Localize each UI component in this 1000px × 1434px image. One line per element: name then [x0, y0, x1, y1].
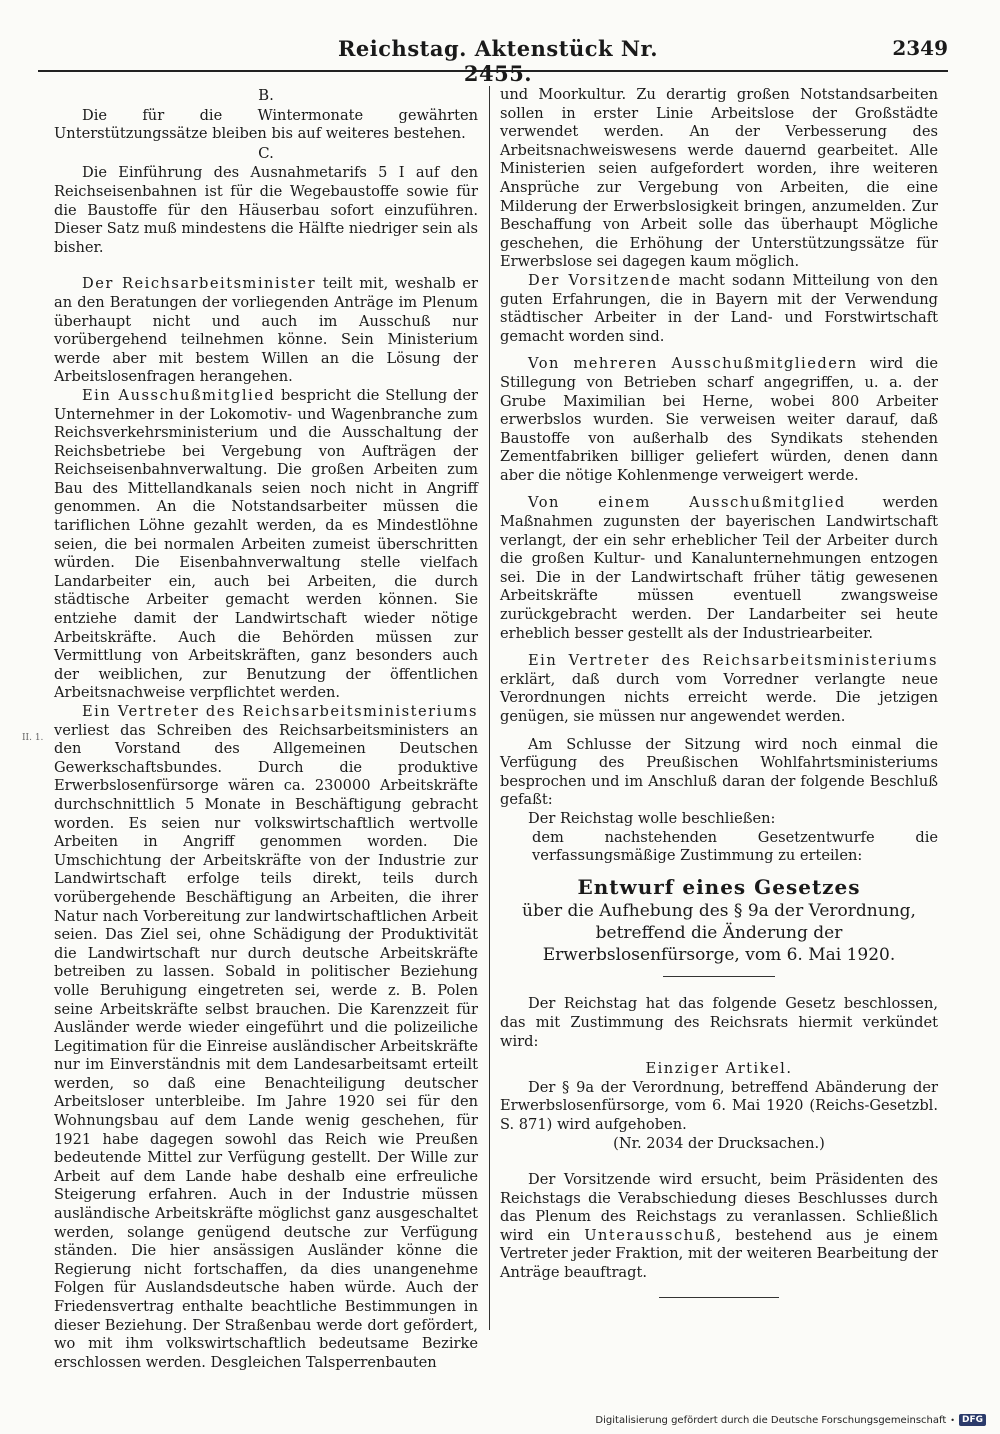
speaker-label: Der Vorsitzende — [528, 271, 672, 289]
resolution-intro: Der Reichstag wolle beschließen: — [528, 809, 776, 827]
enactment-formula: Der Reichstag hat das folgende Gesetz beschlossen, das mit Zustimmung des Reichsrats hiermit verkündet wird: — [500, 995, 938, 1050]
paragraph-committee-member — [54, 387, 478, 703]
paragraph-minister — [54, 275, 478, 387]
paragraph-several-members — [500, 355, 938, 485]
separator-rule — [663, 976, 775, 977]
speaker-label: Ein Vertreter des Reichsarbeitsministeriums — [528, 652, 938, 670]
left-column — [54, 86, 478, 1372]
paragraph-ministry-reply — [500, 652, 938, 726]
paragraph-text: werden Maßnahmen zugunsten der bayerischen Landwirtschaft verlangt, der ein sehr erheblicher Teil der Arbeiter durch die großen Kultur- und Kanalunternehmungen entzogen sei. Die in der Landwirtschaft früher tätig gewesenen Arbeitskräfte müssen eventuell zwangsweise zurückgebracht werden. Der Landarbeiter sei heute erheblich besser gestellt als der Industriearbeiter. — [500, 494, 938, 642]
section-b-text: Die für die Wintermonate gewährten Unterstützungssätze bleiben bis auf weiteres bestehen. — [54, 106, 478, 143]
paragraph-text: macht sodann Mitteilung von den guten Erfahrungen, die in Bayern mit der Verwendung städtischer Arbeiter in der Land- und Forstwirtschaft gemacht worden sind. — [500, 271, 939, 345]
paragraph-text: wird die Stillegung von Betrieben scharf angegriffen, u. a. der Grube Maximilian bei Herne, wobei 800 Arbeiter erwerbslos wurden. Sie verweisen weiter darauf, daß Baustoffe von außerhalb des Syndikats stehenden Zementfabriken billiger geliefert würden, denen dann aber die nötige Kohlenmenge verweigert werde. — [500, 355, 938, 484]
paragraph-text: teilt mit, weshalb er an den Beratungen der vorliegenden Anträge im Plenum überhaupt nicht und auch im Ausschuß nur vorübergehend teilnehmen könne. Sein Ministerium werde aber mit bestem Willen an die Lösung der Arbeitslosenfragen herangehen. — [54, 275, 478, 386]
paragraph-continuation: und Moorkultur. Zu derartig großen Notstandsarbeiten sollen in erster Linie Arbeitslose der Großstädte verwendet werden. An der Verbesserung des Arbeitsnachweiswesens werde dauernd gearbeitet. Alle Ministerien seien aufgefordert worden, ihre weiteren Ansprüche zur Vergebung von Arbeiten, die eine Milderung der Erwerbslosigkeit bringen, anzumelden. Zur Beschaffung von Arbeit solle das überhaupt Mögliche geschehen, die Erhöhung der Unterstützungssätze für Erwerbslose sei dagegen kaum möglich. — [500, 86, 938, 271]
footer-text: Digitalisierung gefördert durch die Deutsche Forschungsgemeinschaft — [595, 1414, 947, 1426]
paragraph-ministry-representative — [54, 703, 478, 1372]
column-divider — [489, 86, 490, 1330]
bullet-glyph: • — [950, 1415, 955, 1425]
paragraph-session-close: Am Schlusse der Sitzung wird noch einmal die Verfügung des Preußischen Wohlfahrtsministeriums besprochen und im Anschluß daran der folgende Beschluß gefaßt: — [500, 735, 938, 809]
speaker-label: Der Reichsarbeitsminister — [82, 275, 317, 293]
article-reference: (Nr. 2034 der Drucksachen.) — [613, 1134, 825, 1152]
draft-law-subtitle: über die Aufhebung des § 9a der Verordnung, betreffend die Änderung der Erwerbslosenfürsorge, vom 6. Mai 1920. — [522, 901, 916, 966]
section-c-label: C. — [258, 143, 274, 162]
speaker-label: Unterausschuß — [584, 1226, 717, 1244]
digitization-footer — [595, 1414, 986, 1426]
speaker-label: Von einem Ausschußmitglied — [528, 494, 846, 512]
speaker-label: Ein Ausschußmitglied — [82, 386, 276, 404]
speaker-label: Von mehreren Ausschußmitgliedern — [528, 355, 858, 373]
paragraph-chairman — [500, 272, 938, 346]
document-title: Reichstag. Aktenstück Nr. 2455. — [337, 36, 659, 86]
paragraph-closing — [500, 1171, 938, 1283]
dfg-logo: DFG — [959, 1414, 986, 1426]
paragraph-text: Der Vorsitzende wird ersucht, beim Präsidenten des Reichstags die Verabschiedung dieses Beschlusses durch das Plenum des Reichstags zu veranlassen. Schließlich wird ein — [500, 1171, 938, 1244]
article-text: Der § 9a der Verordnung, betreffend Abänderung der Erwerbslosenfürsorge, vom 6. Mai 1920 (Reichs-Gesetzbl. S. 871) wird aufgehoben. — [500, 1078, 938, 1133]
draft-law-title: Entwurf eines Gesetzes — [577, 874, 861, 899]
article-heading: Einziger Artikel. — [645, 1060, 793, 1078]
section-c-text: Die Einführung des Ausnahmetarifs 5 I auf den Reichseisenbahnen ist für die Wegebaustoffe sowie für die Baustoffe für den Häuserbau sofort einzuführen. Dieser Satz muß mindestens die Hälfte niedriger sein als bisher. — [54, 164, 478, 256]
section-b-label: B. — [258, 86, 274, 104]
right-column — [500, 86, 938, 1298]
paragraph-text: verliest das Schreiben des Reichsarbeitsministers an den Vorstand des Allgemeinen Deutschen Gewerkschaftsbundes. Durch die produktive Erwerbslosenfürsorge wären ca. 230000 Arbeitskräfte durchschnittlich 5 Monate in Beschäftigung gebracht worden. Es seien nur volkswirtschaftlich wertvolle Arbeiten in Angriff genommen worden. Die Umschichtung der Arbeitskräfte von der Industrie zur Landwirtschaft erfolge teils direkt, teils durch vorübergehende Beschäftigung an Arbeiten, die ihrer Natur nach Vorbereitung zur landwirtschaftlichen Arbeit seien. Das Ziel sei, ohne Schädigung der Produktivität die Landwirtschaft nur durch deutsche Arbeitskräfte betreiben zu lassen. Sobald in politischer Beziehung volle Beruhigung eingetreten sei, werde z. B. Polen seine Arbeitskräfte selbst brauchen. Die Karenzzeit für Ausländer werde wieder eingeführt und die polizeiliche Legitimation für die Einreise ausländischer Arbeitskräfte nur im Einverständnis mit dem Landesarbeitsamt erteilt werden, so daß eine Benachteiligung deutscher Arbeitsloser unterbleibe. Im Jahre 1920 sei für den Wohnungsbau auf dem Lande wenig geschehen, für 1921 habe dagegen sowohl das Reich wie Preußen bedeutende Mittel zur Verfügung gestellt. Der Wille zur Arbeit auf dem Lande habe deshalb eine erfreuliche Steigerung erfahren. Auch in der Industrie müssen ausländische Arbeitskräfte möglichst ganz ausgeschaltet werden, solange genügend deutsche zur Verfügung ständen. Die hier ansässigen Ausländer könne die Regierung nicht fortschaffen, da dies unangenehme Folgen für Auslandsdeutsche haben würde. Auch der Friedensvertrag enthalte beachtliche Bestimmungen in dieser Beziehung. Der Straßenbau werde dort gefördert, wo mit ihm volkswirtschaftlich bedeutsame Bezirke erschlossen werden. Desgleichen Talsperrenbauten — [54, 721, 478, 1371]
paragraph-text: bespricht die Stellung der Unternehmer in der Lokomotiv- und Wagenbranche zum Reichsverkehrsministerium und die Ausschaltung der Reichsbetriebe bei Vergebung von Aufträgen der Reichseisenbahnverwaltung. Die großen Arbeiten zum Bau des Mittellandkanals seien noch nicht in Angriff genommen. An die Notstandsarbeiter müssen die tariflichen Löhne gezahlt werden, da es Mindestlöhne seien, die bei normalen Arbeiten zumeist überschritten würden. Die Eisenbahnverwaltung stelle vielfach Landarbeiter ein, auch bei Arbeiten, die durch städtische Arbeiter gemacht werden können. Sie entziehe damit der Landwirtschaft wieder nötige Arbeitskräfte. Auch die Behörden müssen zur Vermittlung von Arbeitskräften, ganz besonders auch der weiblichen, zur Benutzung der öffentlichen Arbeitsnachweise verpflichtet werden. — [54, 386, 478, 702]
paragraph-text: , bestehend aus je einem Vertreter jeder Fraktion, mit der weiteren Bearbeitung der Anträge beauftragt. — [500, 1226, 938, 1282]
end-rule — [659, 1297, 779, 1298]
paragraph-one-member — [500, 494, 938, 643]
page-header — [38, 30, 948, 86]
resolution-text: dem nachstehenden Gesetzentwurfe die verfassungsmäßige Zustimmung zu erteilen: — [532, 828, 938, 865]
speaker-label: Ein Vertreter des Reichsarbeitsministeriums — [82, 703, 478, 720]
page-number: 2349 — [892, 36, 948, 60]
margin-annotation: II. 1. — [22, 733, 44, 743]
paragraph-text: erklärt, daß durch vom Vorredner verlangte neue Verordnungen nichts erreicht werde. Die jetzigen genügen, sie müssen nur angewendet werden. — [500, 670, 938, 725]
